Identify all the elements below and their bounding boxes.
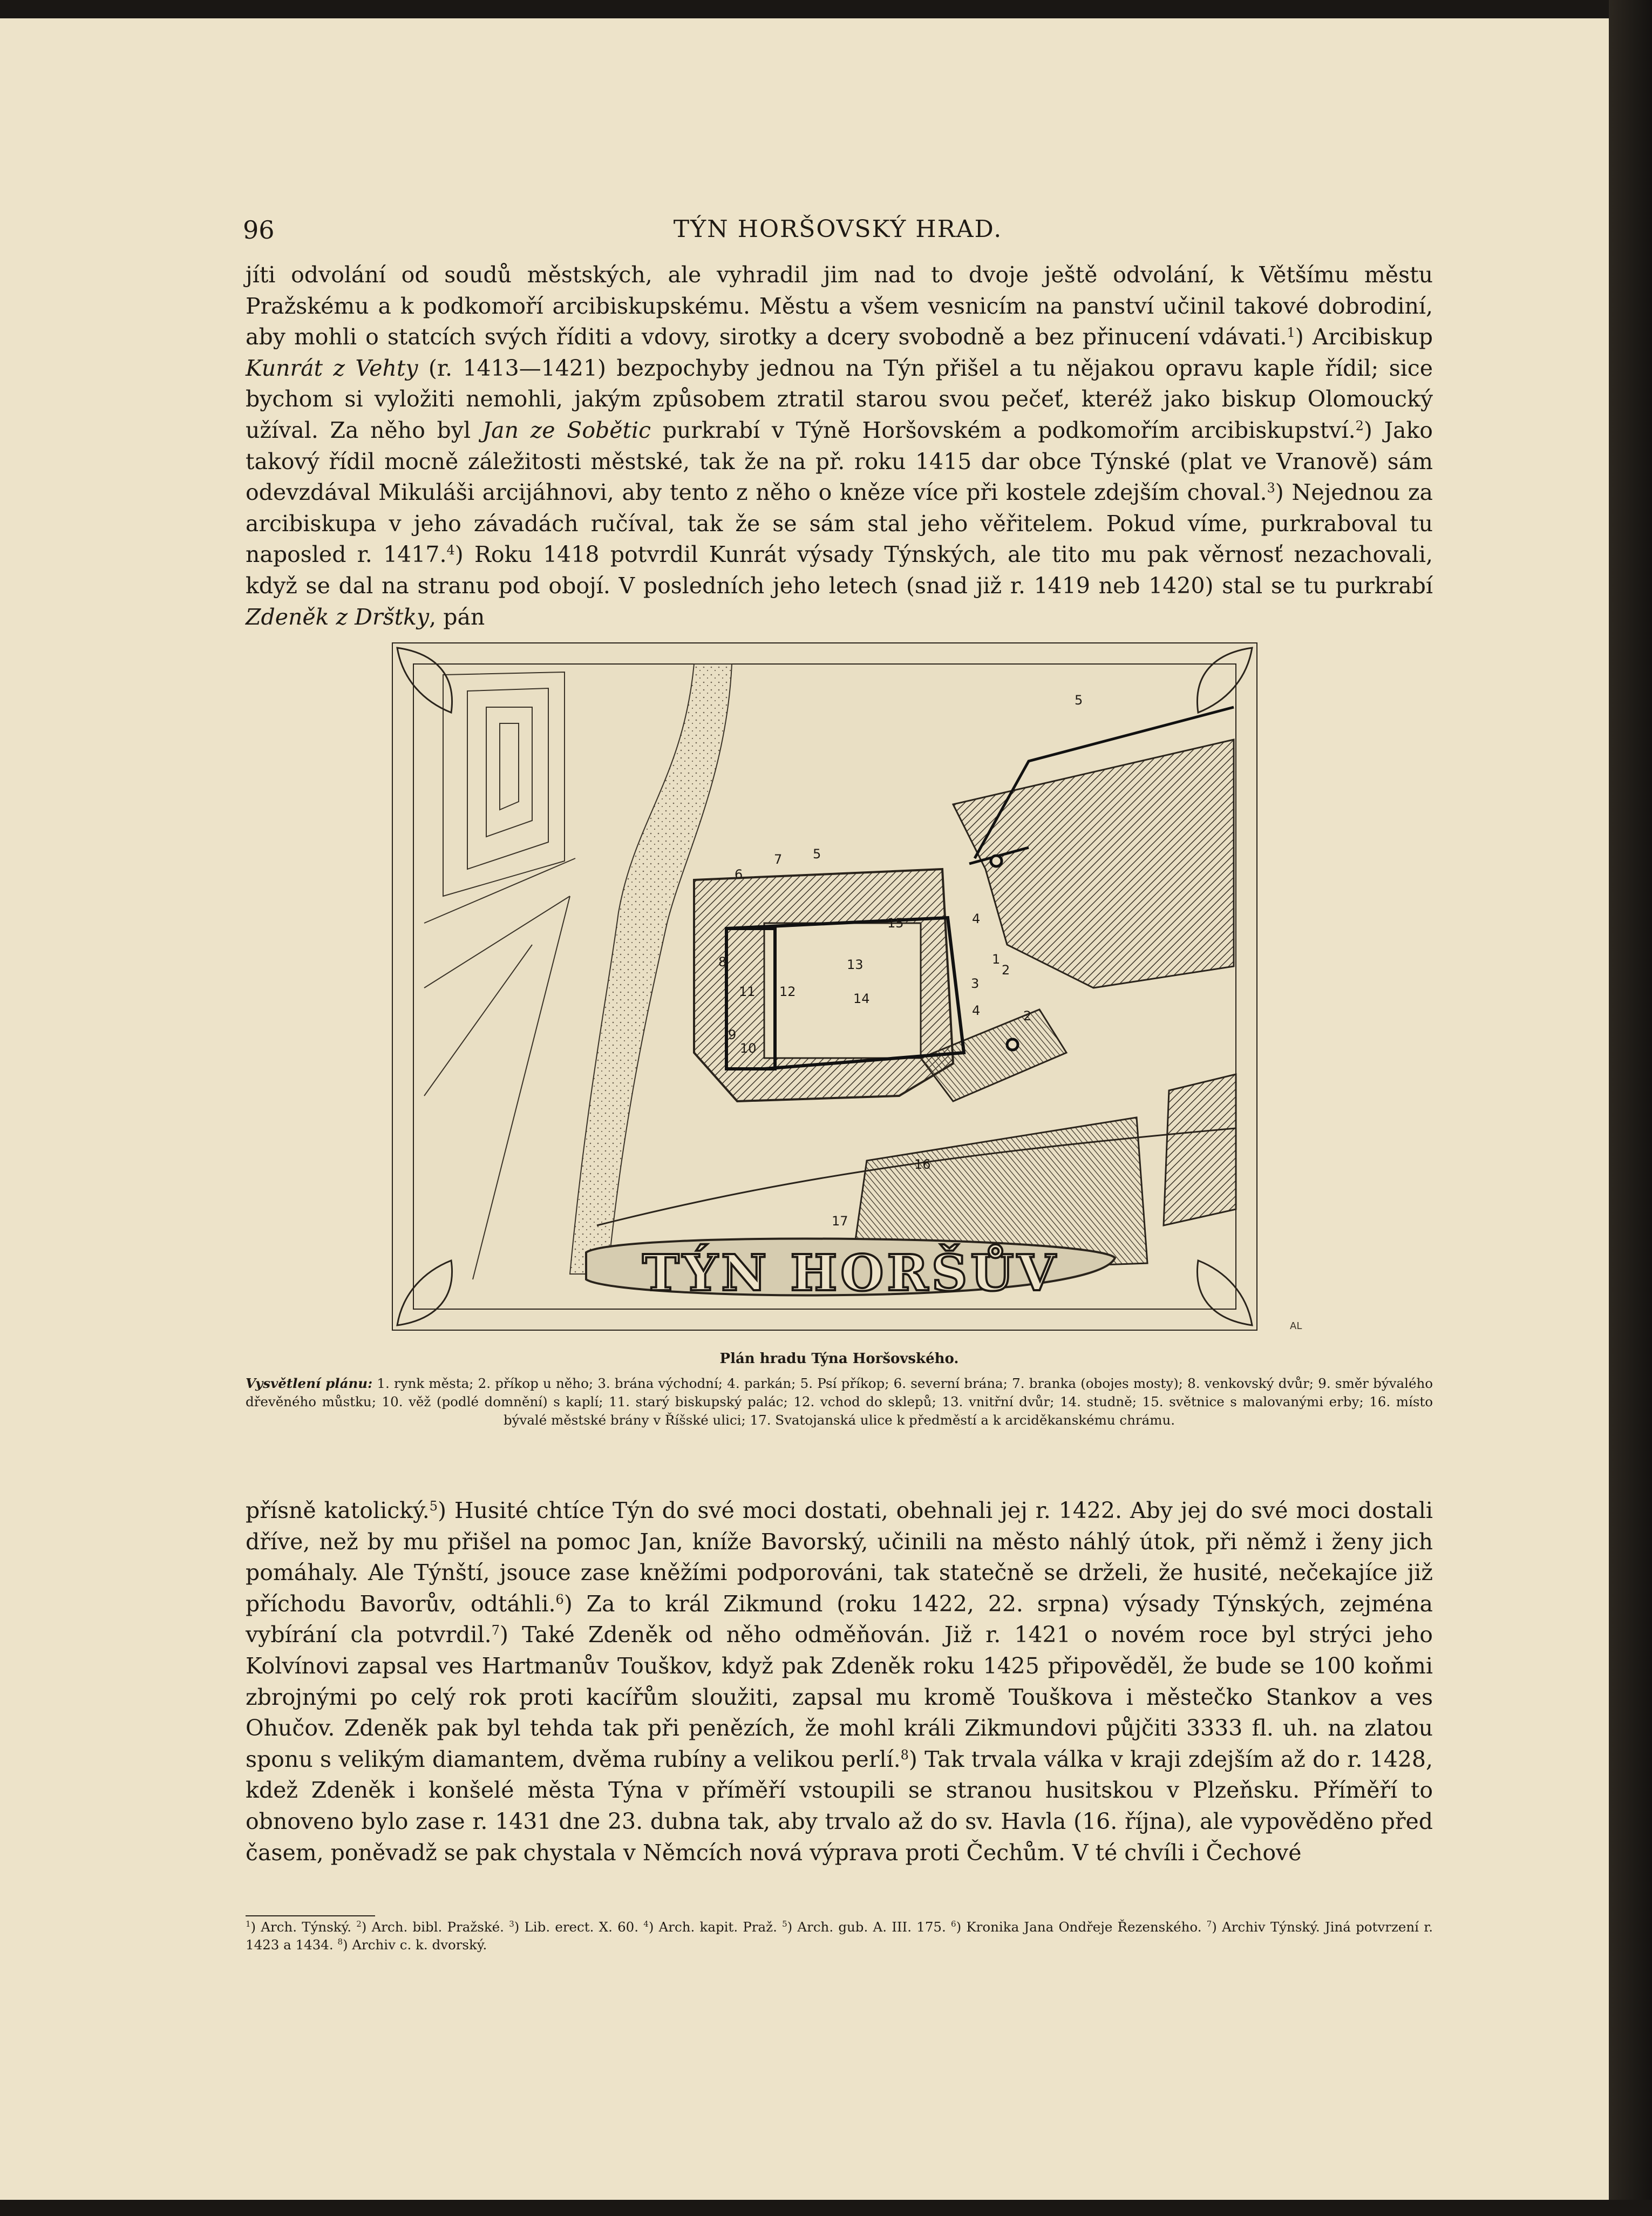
plan-number: 9 (728, 1027, 737, 1042)
footnote-ref: 3 (1267, 480, 1275, 496)
plan-number: 14 (853, 991, 870, 1006)
scan-border-top (0, 0, 1652, 18)
footnote: ) Arch. Týnský. (250, 1919, 352, 1935)
page-number: 96 (243, 215, 275, 245)
caption-title: Plán hradu Týna Horšovského. (719, 1351, 959, 1367)
running-title: TÝN HORŠOVSKÝ HRAD. (673, 215, 1003, 243)
engraver-signature: AL (1290, 1320, 1302, 1332)
plan-number: 12 (779, 984, 796, 999)
footnote: ) Archiv Týnský. Jiná potvrzení r. 1423 a 1434. (246, 1919, 1433, 1953)
footnote: ) Arch. bibl. Pražské. (361, 1919, 504, 1935)
castle-plan-map (392, 642, 1257, 1331)
plan-number: 16 (914, 1157, 931, 1172)
legend-text: 1. rynk města; 2. příkop u něho; 3. brána východní; 4. parkán; 5. Psí příkop; 6. severní brána; 7. branka (obojes mosty); 8. venkovský dvůr; 9. směr bývalého dřevěného můstku; 10. věž (podlé domnění) s kaplí; 11. starý biskupský palác; 12. vchod do sklepů; 13. vnitřní dvůr; 14. studně; 15. světnice s malovanými erby; 16. místo bývalé městské brány v Říšské ulici; 17. Svatojanská ulice k předměstí a k arciděkanskému chrámu. (246, 1375, 1433, 1428)
footnote-ref: 4 (446, 543, 455, 558)
page-header (243, 215, 1433, 248)
plan-number: 13 (847, 957, 864, 972)
footnote: ) Archiv c. k. dvorský. (343, 1937, 487, 1953)
text-run: ) Jako takový řídil mocně záležitosti městské, tak že na př. roku 1415 dar obce Týnské (plat ve Vranově) sám odevzdával Mikuláši arcijáhnovi, aby tento z něho o kněze více při kostele zdejším choval. (246, 417, 1433, 506)
text-run: ) Nejednou za arcibiskupa v jeho závadách ručíval, tak že se sám stal jeho věřitelem. Pokud víme, purkraboval tu naposled r. 1417. (246, 479, 1433, 568)
text-run: purkrabí v Týně Horšovském a podkomořím arcibiskupství. (651, 417, 1356, 443)
footnote-marker: 4 (643, 1919, 649, 1929)
footnote-ref: 7 (491, 1623, 500, 1638)
plan-number: 10 (740, 1041, 757, 1056)
plan-number: 3 (971, 976, 980, 991)
footnote-ref: 2 (1355, 418, 1364, 433)
footnote-ref: 8 (900, 1747, 909, 1763)
footnote-marker: 1 (246, 1919, 251, 1929)
scan-border-bottom (0, 2200, 1652, 2216)
legend-label: Vysvětlení plánu: (246, 1375, 373, 1391)
plan-number: 2 (1023, 1008, 1032, 1024)
plan-number: 4 (972, 911, 981, 926)
footnote-ref: 5 (429, 1499, 438, 1514)
caption-legend (246, 1374, 1433, 1429)
text-run: ) Tak trvala válka v kraji zdejším až do r. 1428, kdež Zdeněk i konšelé města Týna v příměří vstoupili se stranou husitskou v Plzeňsku. Příměří to obnoveno bylo zase r. 1431 dne 23. dubna tak, aby trvalo až do sv. Havla (16. října), ale vypověděno před časem, poněvadž se pak chystala v Němcích nová výprava proti Čechům. V té chvíli i Čechové (246, 1746, 1433, 1866)
footnote-ref: 6 (555, 1591, 564, 1607)
text-run: , pán (429, 604, 485, 630)
text-run: ) Roku 1418 potvrdil Kunrát výsady Týnských, ale tito mu pak věrnosť nezachovali, když se dal na stranu pod obojí. V posledních jeho letech (snad již r. 1419 neb 1420) stal se tu purkrabí (246, 541, 1433, 599)
plan-number: 6 (735, 867, 743, 882)
plan-number: 11 (739, 984, 756, 999)
plan-number: 2 (1002, 963, 1010, 978)
footnote-marker: 3 (509, 1919, 514, 1929)
footnote: ) Arch. gub. A. III. 175. (787, 1919, 946, 1935)
paragraph (246, 1495, 1433, 1868)
footnote-marker: 6 (951, 1919, 956, 1929)
footnote-ref: 1 (1287, 325, 1295, 341)
body-text-top (246, 260, 1433, 633)
footnotes (246, 1918, 1433, 1954)
plan-number: 17 (832, 1214, 848, 1229)
plan-number: 4 (972, 1003, 981, 1018)
map-title-scroll (586, 1239, 1115, 1302)
plan-number: 15 (887, 916, 904, 931)
footnote-marker: 8 (337, 1937, 343, 1947)
scan-border-right (1609, 0, 1652, 2216)
footnote-marker: 5 (782, 1919, 787, 1929)
text-run: ) Arcibiskup (1295, 324, 1433, 350)
footnote-rule (246, 1915, 375, 1916)
footnote: ) Arch. kapit. Praž. (648, 1919, 777, 1935)
body-text-bottom (246, 1495, 1433, 1868)
plan-number: 8 (718, 954, 727, 970)
person-name: Jan ze Sobětic (482, 417, 651, 443)
text-run: ) Také Zdeněk od něho odměňován. Již r. 1421 o novém roce byl strýci jeho Kolvínovi zapsal ves Hartmanův Touškov, když pak Zdeněk roku 1425 připověděl, že bude se 100 koňmi zbrojnými po celý rok proti kacířům sloužiti, zapsal mu kromě Touškova i městečko Stankov a ves Ohučov. Zdeněk pak byl tehda tak při penězích, že mohl králi Zikmundovi půjčiti 3333 fl. uh. na zlatou sponu s velikým diamantem, dvěma rubíny a velikou perlí. (246, 1622, 1433, 1772)
map-title: TÝN HORŠŮV (642, 1244, 1059, 1302)
castle-plan-figure (392, 642, 1257, 1331)
footnote-marker: 2 (356, 1919, 362, 1929)
text-run: přísně katolický. (246, 1497, 430, 1523)
text-run: (r. 1413—1421) bezpochyby jednou na Týn přišel a tu nějakou opravu kaple řídil; sice bychom si vyložiti nemohli, jakým způsobem ztratil starou svou pečeť, kteréž jako biskup Olomoucký užíval. Za něho byl (246, 355, 1433, 443)
plan-number: 7 (774, 852, 783, 867)
person-name: Zdeněk z Drštky (246, 604, 430, 630)
footnote-marker: 7 (1206, 1919, 1212, 1929)
plan-number: 1 (992, 952, 1001, 967)
person-name: Kunrát z Vehty (246, 355, 418, 381)
plan-number: 5 (813, 846, 821, 862)
footnote: ) Kronika Jana Ondřeje Řezenského. (956, 1919, 1202, 1935)
plan-number: 5 (1075, 693, 1083, 708)
paragraph (246, 260, 1433, 633)
text-run: jíti odvolání od soudů městských, ale vyhradil jim nad to dvoje ještě odvolání, k Většímu městu Pražskému a k podkomoří arcibiskupskému. Městu a všem vesnicím na panství učinil takové dobrodiní, aby mohli o statcích svých říditi a vdovy, sirotky a dcery svobodně a bez přinucení vdávati. (246, 262, 1433, 350)
footnote: ) Lib. erect. X. 60. (514, 1919, 639, 1935)
text-run: ) Husité chtíce Týn do své moci dostati, obehnali jej r. 1422. Aby jej do své moci dostali dříve, než by mu přišel na pomoc Jan, kníže Bavorský, učinili na město náhlý útok, při němž i ženy jich pomáhaly. Ale Týnští, jsouce zase kněžími podporováni, tak statečně se drželi, že husité, nečekajíce již příchodu Bavorův, odtáhli. (246, 1497, 1433, 1617)
figure-caption (246, 1350, 1433, 1429)
text-run: ) Za to král Zikmund (roku 1422, 22. srpna) výsady Týnských, zejména vybírání cla potvrdil. (246, 1590, 1433, 1648)
